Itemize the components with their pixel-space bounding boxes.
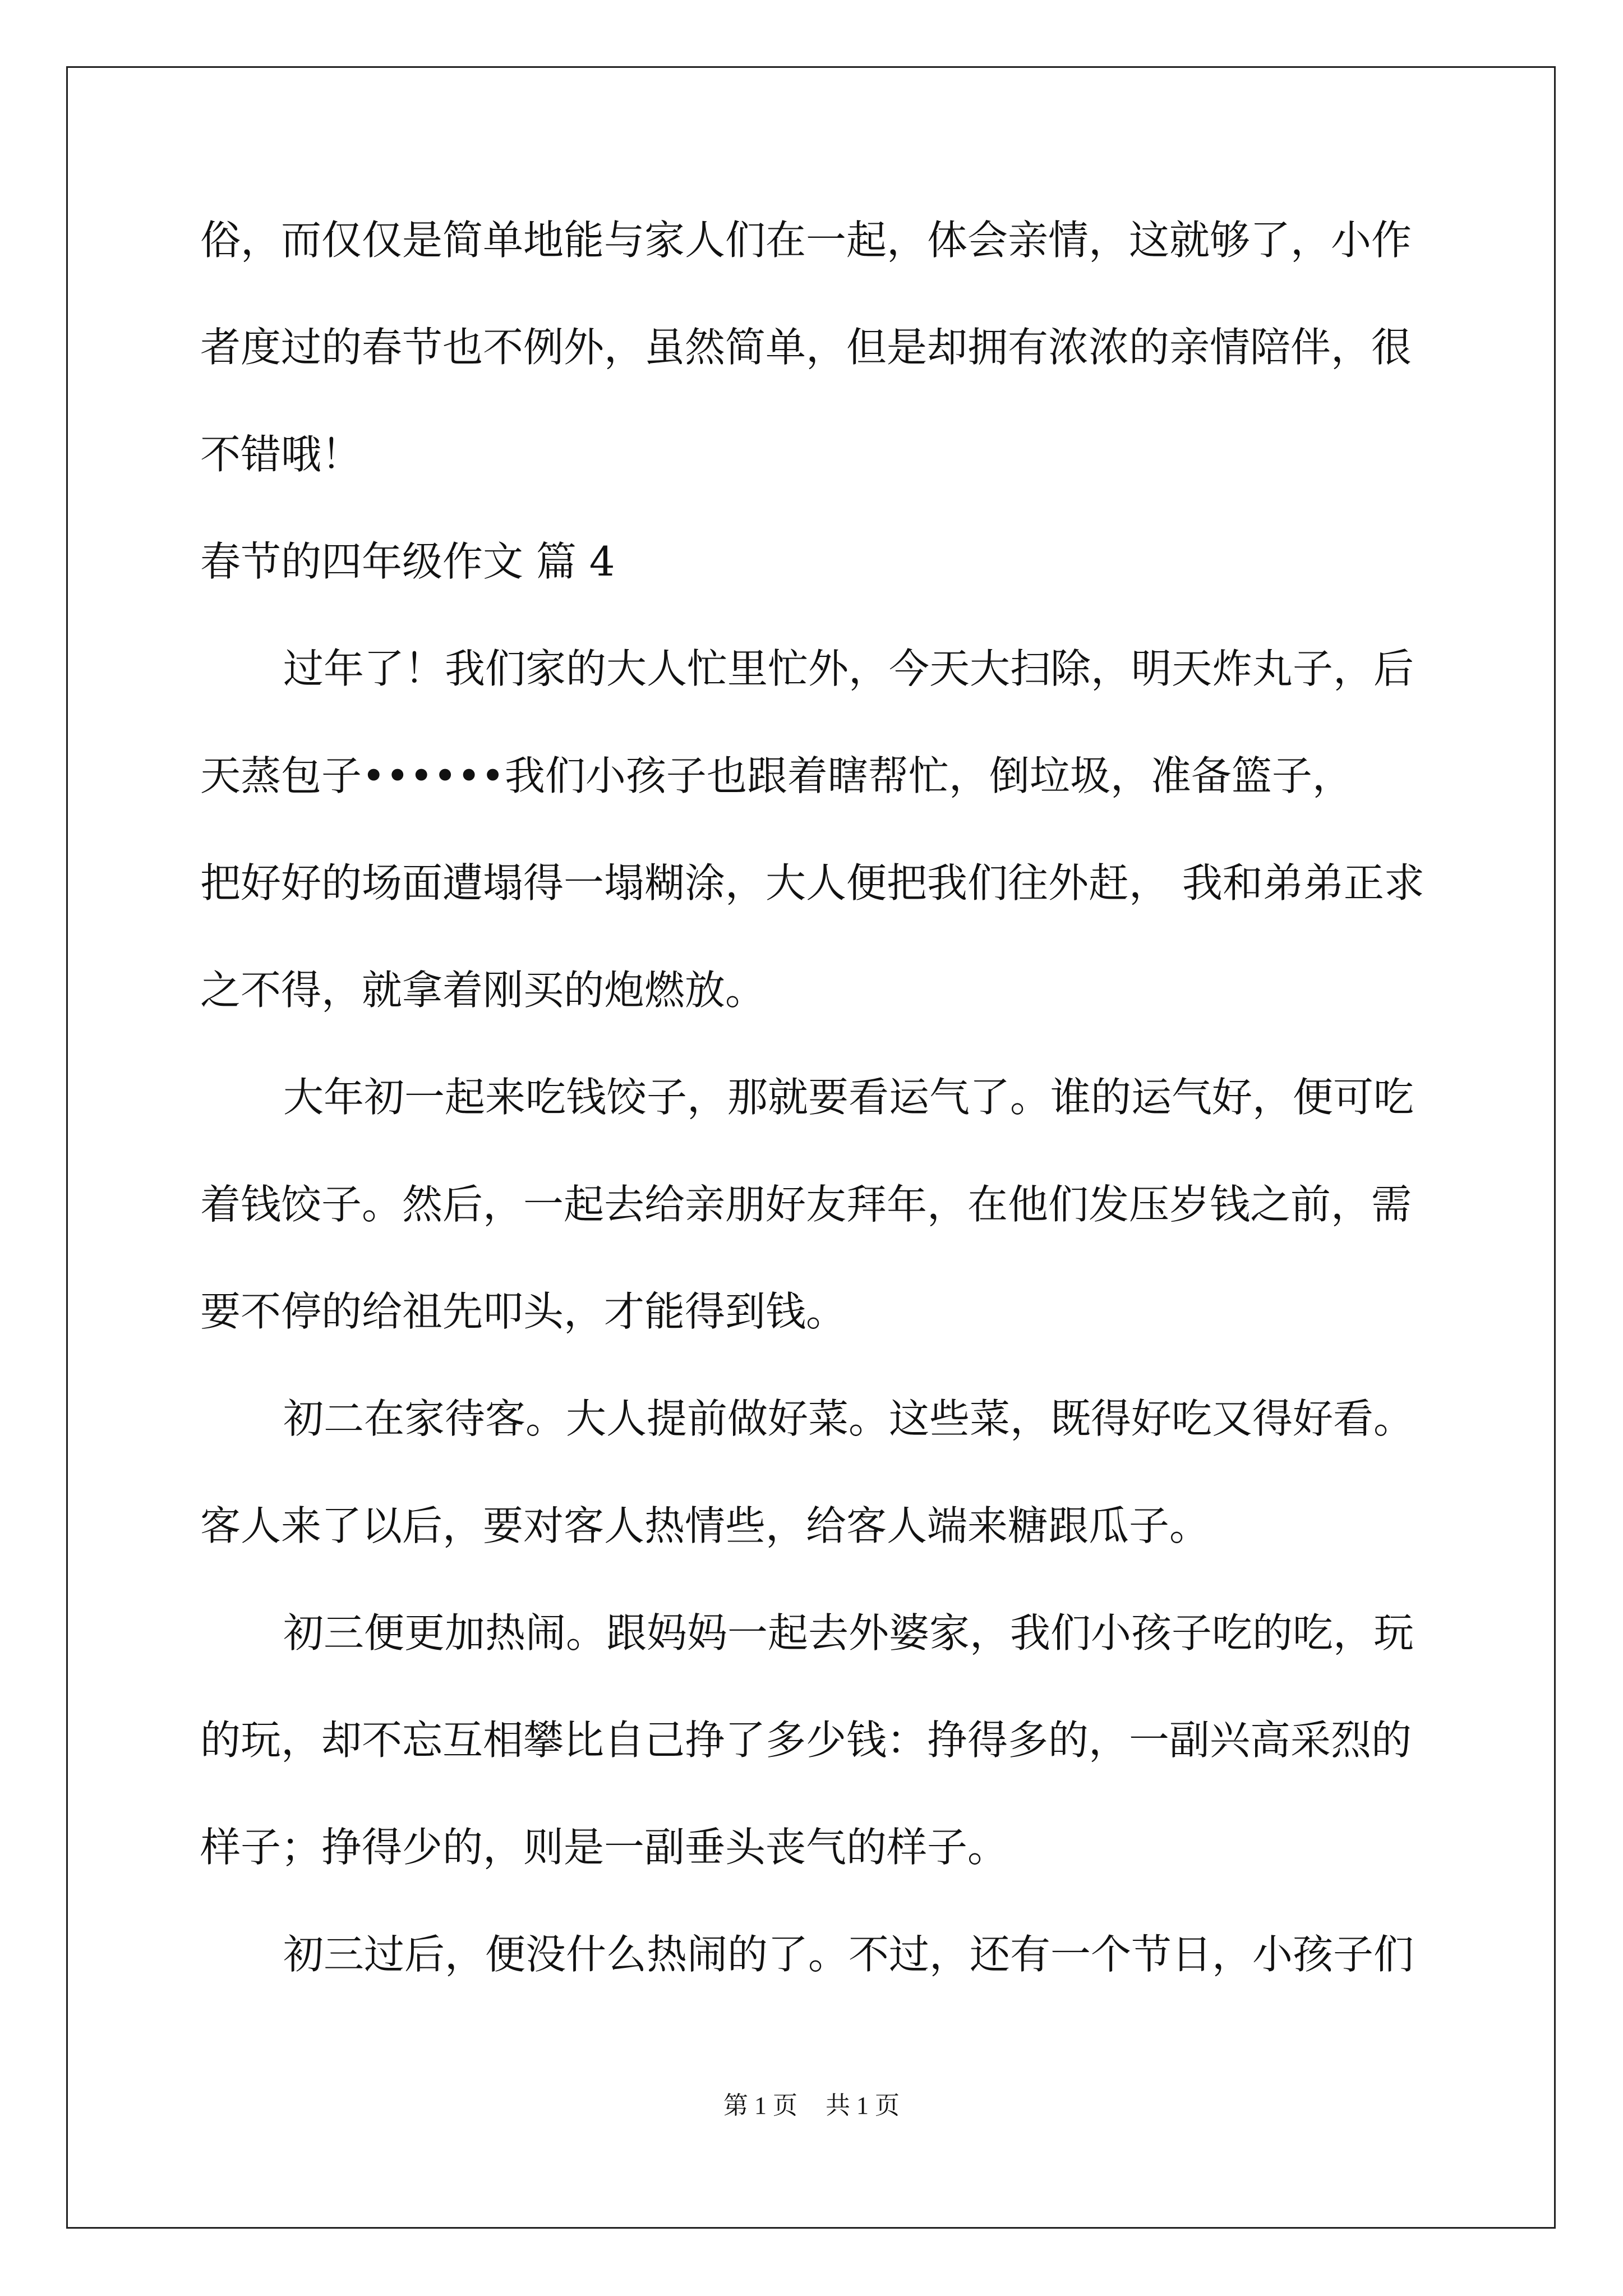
text-line: 过年了！我们家的大人忙里忙外，今天大扫除，明天炸丸子，后 bbox=[283, 645, 1414, 692]
paragraph bbox=[200, 1070, 1434, 1338]
text-line: 初三过后，便没什么热闹的了。不过，还有一个节日，小孩子们 bbox=[283, 1931, 1414, 1978]
text-line: 样子；挣得少的，则是一副垂头丧气的样子。 bbox=[200, 1824, 1008, 1871]
section-heading bbox=[200, 535, 1434, 588]
heading-text: 春节的四年级作文 篇 4 bbox=[200, 538, 615, 585]
text-line: 天蒸包子••••••我们小孩子也跟着瞎帮忙，倒垃圾，准备篮子， bbox=[200, 752, 1353, 799]
text-line: 之不得，就拿着刚买的炮燃放。 bbox=[200, 967, 766, 1014]
text-line: 俗，而仅仅是简单地能与家人们在一起，体会亲情，这就够了，小作 bbox=[200, 217, 1412, 264]
paragraph-continuation bbox=[200, 213, 1434, 481]
text-line: 初二在家待客。大人提前做好菜。这些菜，既得好吃又得好看。 bbox=[283, 1395, 1414, 1442]
text-line: 不错哦！ bbox=[200, 431, 362, 478]
text-line: 大年初一起来吃钱饺子，那就要看运气了。谁的运气好，便可吃 bbox=[283, 1074, 1414, 1121]
paragraph bbox=[200, 642, 1434, 1017]
page-number: 第 1 页 bbox=[723, 2092, 797, 2119]
paragraph bbox=[200, 1606, 1434, 1874]
text-line: 者度过的春节也不例外，虽然简单，但是却拥有浓浓的亲情陪伴，很 bbox=[200, 324, 1412, 371]
text-line: 把好好的场面遭塌得一塌糊涂，大人便把我们往外赶， 我和弟弟正求 bbox=[200, 859, 1424, 907]
page-total: 共 1 页 bbox=[826, 2092, 900, 2119]
text-line: 初三便更加热闹。跟妈妈一起去外婆家，我们小孩子吃的吃，玩 bbox=[283, 1609, 1414, 1657]
paragraph bbox=[200, 1392, 1434, 1553]
text-line: 要不停的给祖先叩头，才能得到钱。 bbox=[200, 1288, 847, 1335]
paragraph bbox=[200, 1927, 1434, 1981]
document-body bbox=[200, 213, 1434, 2035]
text-line: 的玩，却不忘互相攀比自己挣了多少钱：挣得多的，一副兴高采烈的 bbox=[200, 1717, 1412, 1764]
page-footer bbox=[0, 2090, 1623, 2122]
text-line: 着钱饺子。然后，一起去给亲朋好友拜年，在他们发压岁钱之前，需 bbox=[200, 1181, 1412, 1228]
text-line: 客人来了以后，要对客人热情些，给客人端来糖跟瓜子。 bbox=[200, 1502, 1210, 1549]
